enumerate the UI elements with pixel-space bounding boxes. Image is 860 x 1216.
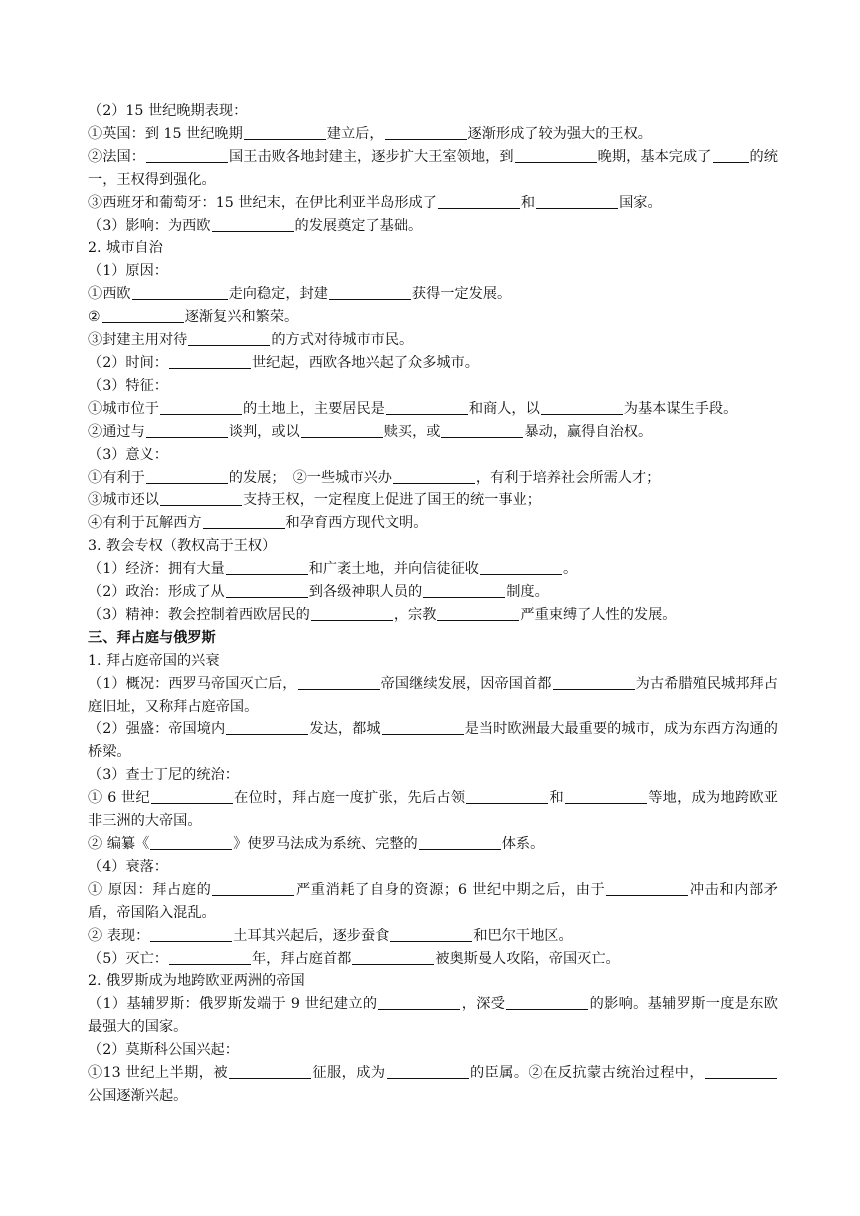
text-segment: 的统一，王权得到强化。: [88, 148, 778, 188]
text-segment: ①英国：到 15 世纪晚期: [88, 125, 243, 142]
text-line: [88, 398, 778, 421]
text-segment: 晚期，基本完成了: [597, 148, 712, 165]
text-line: [88, 787, 778, 833]
text-segment: 发达，都城: [309, 721, 381, 738]
fill-in-blank: [705, 1064, 777, 1079]
text-segment: ，宗教: [393, 606, 437, 623]
fill-in-blank: [713, 148, 749, 163]
text-segment: 冲击和内部矛盾，帝国陷入混乱。: [88, 881, 778, 921]
text-segment: 的发展； ②一些城市兴办: [228, 469, 392, 486]
fill-in-blank: [226, 583, 308, 598]
text-segment: 1. 拜占庭帝国的兴衰: [88, 652, 220, 669]
text-segment: 。: [562, 561, 578, 578]
fill-in-blank: [378, 995, 460, 1010]
text-segment: ① 6 世纪: [88, 790, 150, 807]
text-line: [88, 444, 778, 467]
text-line: [88, 535, 778, 558]
text-line: [88, 764, 778, 787]
text-segment: （1）原因：: [88, 263, 168, 280]
text-segment: 严重束缚了人性的发展。: [520, 606, 677, 623]
text-segment: 》使罗马法成为系统、完整的: [233, 836, 418, 852]
text-segment: ④有利于瓦解西方: [88, 515, 202, 532]
text-segment: 的臣属。②在反抗蒙古统治过程中，: [469, 1065, 704, 1082]
text-line: [88, 100, 778, 123]
text-segment: ①13 世纪上半期，被: [88, 1065, 228, 1082]
text-line: [88, 512, 778, 535]
text-segment: 国家。: [619, 194, 662, 211]
text-segment: （1）经济：拥有大量: [88, 561, 225, 578]
text-segment: 等地，成为地跨欧亚非三洲的大帝国。: [88, 790, 778, 830]
text-segment: （2）强盛：帝国境内: [88, 721, 226, 738]
fill-in-blank: [536, 194, 618, 209]
text-segment: （1）概况：西罗马帝国灭亡后，: [88, 675, 297, 692]
fill-in-blank: [437, 606, 519, 621]
text-segment: ，深受: [461, 996, 506, 1013]
fill-in-blank: [146, 423, 228, 438]
fill-in-blank: [229, 1064, 311, 1079]
text-line: [88, 192, 778, 215]
section-heading: [88, 627, 778, 650]
text-line: [88, 673, 778, 719]
fill-in-blank: [212, 881, 294, 896]
text-segment: 和广袤土地，并向信徒征收: [308, 561, 479, 578]
text-line: [88, 375, 778, 398]
fill-in-blank: [329, 285, 411, 300]
text-segment: 三、拜占庭与俄罗斯: [88, 629, 216, 646]
fill-in-blank: [386, 400, 468, 415]
text-line: [88, 467, 778, 490]
text-segment: 和: [520, 194, 536, 211]
text-line: [88, 604, 778, 627]
text-line: [88, 421, 778, 444]
fill-in-blank: [160, 400, 242, 415]
fill-in-blank: [352, 950, 434, 965]
fill-in-blank: [146, 469, 228, 484]
text-line: [88, 306, 778, 329]
text-line: [88, 879, 778, 925]
text-segment: ②: [88, 309, 101, 326]
fill-in-blank: [387, 1064, 469, 1079]
text-segment: 严重消耗了自身的资源；6 世纪中期之后，由于: [295, 881, 606, 898]
text-segment: 逐渐复兴和繁荣。: [184, 309, 299, 326]
text-segment: 是当时欧洲最大最重要的城市，成为东西方沟通的桥梁。: [88, 721, 778, 761]
text-segment: 土耳其兴起后，逐步蚕食: [233, 927, 390, 944]
text-segment: 制度。: [506, 584, 549, 601]
text-segment: ① 原因：拜占庭的: [88, 881, 212, 898]
fill-in-blank: [423, 583, 505, 598]
text-segment: 体系。: [501, 836, 545, 852]
text-segment: 的方式对待城市市民。: [271, 332, 414, 349]
fill-in-blank: [438, 194, 520, 209]
fill-in-blank: [565, 789, 647, 804]
fill-in-blank: [226, 720, 308, 735]
fill-in-blank: [244, 125, 326, 140]
text-line: [88, 558, 778, 581]
text-segment: 逐渐形成了较为强大的王权。: [467, 125, 652, 142]
text-segment: ③封建主用对待: [88, 332, 188, 349]
text-segment: ② 编纂《: [88, 836, 150, 852]
fill-in-blank: [515, 148, 597, 163]
text-line: [88, 352, 778, 375]
fill-in-blank: [385, 125, 467, 140]
fill-in-blank: [212, 217, 294, 232]
text-line: [88, 329, 778, 352]
text-line: [88, 237, 778, 260]
text-line: [88, 833, 778, 856]
text-line: [88, 925, 778, 948]
fill-in-blank: [441, 423, 523, 438]
text-segment: 支持王权，一定程度上促进了国王的统一事业；: [242, 492, 541, 509]
fill-in-blank: [151, 789, 233, 804]
text-segment: ①有利于: [88, 469, 145, 486]
text-line: [88, 283, 778, 306]
text-segment: 暴动，赢得自治权。: [524, 423, 653, 440]
fill-in-blank: [480, 560, 562, 575]
fill-in-blank: [102, 308, 184, 323]
fill-in-blank: [132, 285, 228, 300]
text-segment: ①西欧: [88, 286, 131, 303]
text-segment: 到各级神职人员的: [308, 584, 423, 601]
text-segment: 帝国继续发展，因帝国首都: [380, 675, 552, 692]
fill-in-blank: [606, 881, 688, 896]
fill-in-blank: [393, 469, 475, 484]
text-segment: 谈判，或以: [228, 423, 300, 440]
text-line: [88, 948, 778, 971]
fill-in-blank: [150, 835, 232, 850]
fill-in-blank: [150, 927, 232, 942]
fill-in-blank: [226, 560, 308, 575]
text-segment: 获得一定发展。: [411, 286, 512, 303]
fill-in-blank: [301, 423, 383, 438]
fill-in-blank: [146, 148, 228, 163]
text-line: [88, 970, 778, 993]
fill-in-blank: [169, 950, 251, 965]
text-segment: （3）意义：: [88, 446, 168, 463]
text-line: [88, 146, 778, 192]
text-segment: ②法国：: [88, 148, 145, 165]
text-segment: 和商人，以: [468, 400, 540, 417]
text-segment: ② 表现：: [88, 927, 150, 944]
text-segment: 2. 城市自治: [88, 240, 163, 257]
fill-in-blank: [506, 995, 588, 1010]
text-segment: 走向稳定，封建: [228, 286, 328, 303]
text-segment: 的发展奠定了基础。: [294, 217, 423, 234]
fill-in-blank: [203, 514, 285, 529]
text-segment: 国王击败各地封建主，逐步扩大王室领地，到: [228, 148, 514, 165]
text-segment: 3. 教会专权（教权高于王权）: [88, 538, 277, 555]
text-segment: 在位时，拜占庭一度扩张，先后占领: [233, 790, 466, 807]
worksheet-page: [88, 100, 778, 1108]
text-segment: 和孕育西方现代文明。: [285, 515, 428, 532]
fill-in-blank: [169, 354, 251, 369]
text-segment: 为古希腊殖民城邦拜占庭旧址，又称拜占庭帝国。: [88, 675, 778, 715]
fill-in-blank: [466, 789, 548, 804]
fill-in-blank: [311, 606, 393, 621]
text-segment: ③城市还以: [88, 492, 159, 509]
text-line: [88, 718, 778, 764]
text-line: [88, 1039, 778, 1062]
fill-in-blank: [298, 675, 380, 690]
text-segment: 建立后，: [326, 125, 384, 142]
text-segment: 2. 俄罗斯成为地跨欧亚两洲的帝国: [88, 973, 305, 990]
text-segment: 被奥斯曼人攻陷，帝国灭亡。: [435, 950, 620, 967]
fill-in-blank: [390, 927, 472, 942]
text-segment: 年，拜占庭首都: [251, 950, 352, 967]
fill-in-blank: [541, 400, 623, 415]
fill-in-blank: [160, 491, 242, 506]
text-line: [88, 123, 778, 146]
text-segment: 征服，成为: [312, 1065, 386, 1082]
text-line: [88, 1062, 778, 1108]
text-line: [88, 260, 778, 283]
text-segment: ，有利于培养社会所需人才；: [475, 469, 661, 486]
fill-in-blank: [553, 675, 635, 690]
text-segment: （3）影响：为西欧: [88, 217, 211, 234]
text-segment: 赎买，或: [383, 423, 441, 440]
text-line: [88, 993, 778, 1039]
text-segment: 的影响。基辅罗斯一度是东欧最强大的国家。: [88, 996, 778, 1036]
text-segment: （4）衰落：: [88, 858, 168, 875]
text-segment: （2）时间：: [88, 354, 168, 371]
text-segment: （3）精神：教会控制着西欧居民的: [88, 606, 310, 623]
text-segment: （2）15 世纪晚期表现：: [88, 103, 248, 119]
text-segment: 和巴尔干地区。: [473, 927, 573, 944]
text-line: [88, 581, 778, 604]
text-segment: 和: [549, 790, 564, 807]
text-segment: （5）灭亡：: [88, 950, 168, 967]
text-line: [88, 215, 778, 238]
text-segment: （3）查士丁尼的统治：: [88, 767, 239, 784]
fill-in-blank: [382, 720, 464, 735]
text-segment: （2）莫斯科公国兴起：: [88, 1042, 239, 1059]
fill-in-blank: [419, 835, 501, 850]
text-segment: ②通过与: [88, 423, 145, 440]
text-segment: （3）特征：: [88, 377, 168, 394]
fill-in-blank: [188, 331, 270, 346]
text-segment: 为基本谋生手段。: [623, 400, 738, 417]
text-segment: 公国逐渐兴起。: [88, 1087, 188, 1104]
text-segment: （1）基辅罗斯：俄罗斯发端于 9 世纪建立的: [88, 996, 378, 1013]
text-segment: ①城市位于: [88, 400, 159, 417]
text-segment: （2）政治：形成了从: [88, 584, 225, 601]
text-segment: 世纪起，西欧各地兴起了众多城市。: [251, 354, 479, 371]
text-line: [88, 856, 778, 879]
text-line: [88, 650, 778, 673]
text-line: [88, 489, 778, 512]
text-segment: 的土地上，主要居民是: [242, 400, 385, 417]
text-segment: ③西班牙和葡萄牙：15 世纪末，在伊比利亚半岛形成了: [88, 194, 437, 211]
